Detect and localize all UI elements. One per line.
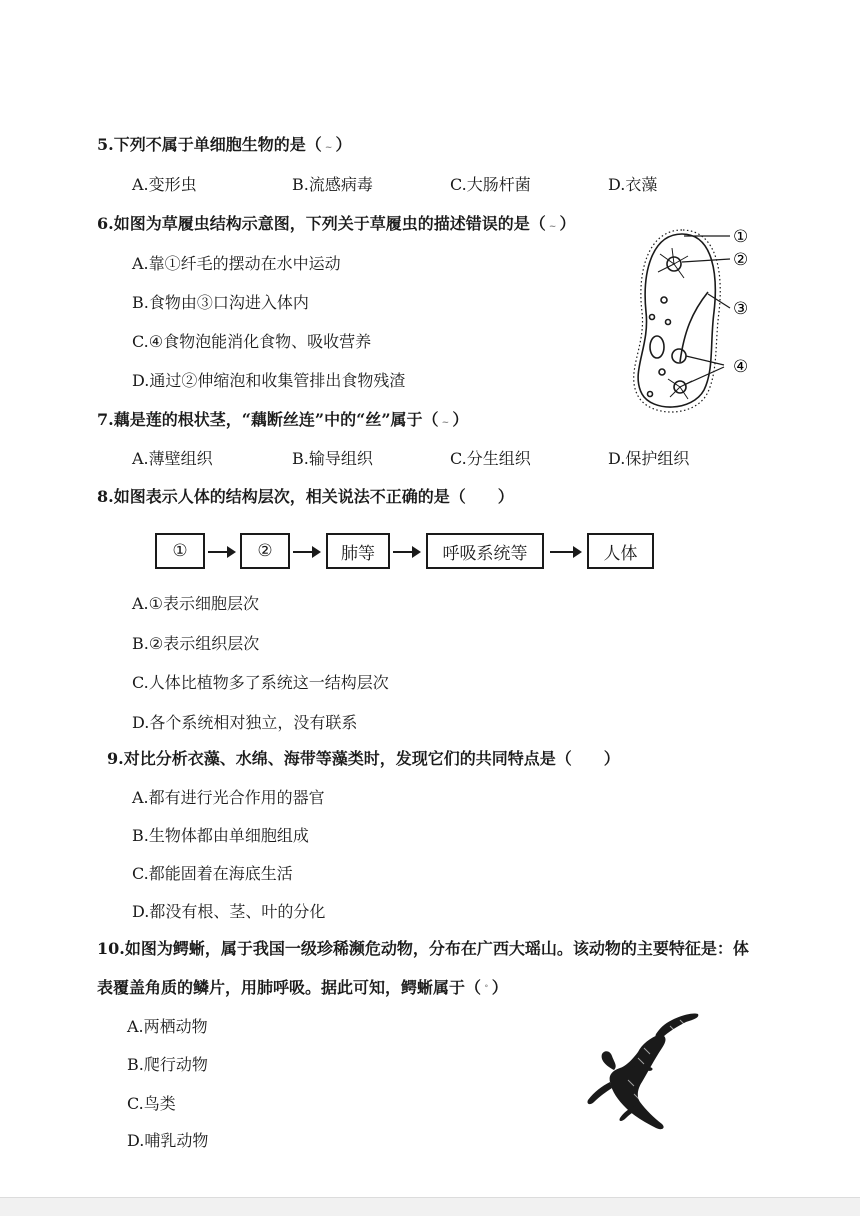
page-bottom-edge <box>0 1197 860 1216</box>
flow-arrow-3 <box>393 551 419 553</box>
q5-option-d: D.衣藻 <box>608 175 658 194</box>
answer-mark: ~ <box>545 222 560 232</box>
q8-stem: 8.如图表示人体的结构层次，相关说法不正确的是（ ） <box>97 487 514 506</box>
figure-label-2: ② <box>733 250 749 270</box>
q8-option-a: A.①表示细胞层次 <box>132 594 259 613</box>
flow-box-3: 肺等 <box>326 533 390 569</box>
flow-box-1: ① <box>155 533 205 569</box>
q10-stem-line2 <box>97 977 508 1002</box>
q7-stem <box>97 409 468 434</box>
q9-option-b: B.生物体都由单细胞组成 <box>132 826 309 845</box>
q5-stem-text: 5.下列不属于单细胞生物的是（ <box>97 135 322 154</box>
q8-option-b: B.②表示组织层次 <box>132 634 260 653</box>
q5-option-b: B.流感病毒 <box>292 175 373 194</box>
paramecium-figure <box>622 222 792 417</box>
q10-option-b: B.爬行动物 <box>127 1055 208 1074</box>
q8-option-c: C.人体比植物多了系统这一结构层次 <box>132 673 389 692</box>
q7-option-c: C.分生组织 <box>450 449 531 468</box>
q9-option-d: D.都没有根、茎、叶的分化 <box>132 902 326 921</box>
flow-arrow-2 <box>293 551 319 553</box>
figure-label-1: ① <box>733 227 749 247</box>
q7-option-b: B.输导组织 <box>292 449 373 468</box>
flow-box-5: 人体 <box>587 533 654 569</box>
q6-stem-end: ） <box>559 214 576 233</box>
q8-option-d: D.各个系统相对独立，没有联系 <box>132 713 358 732</box>
q6-option-b: B.食物由③口沟进入体内 <box>132 293 309 312</box>
answer-mark: ~ <box>321 143 336 153</box>
flow-arrow-1 <box>208 551 234 553</box>
q10-option-c: C.鸟类 <box>127 1094 176 1113</box>
nucleus <box>650 336 664 358</box>
q5-option-c: C.大肠杆菌 <box>450 175 531 194</box>
answer-mark: ~ <box>438 418 453 428</box>
q9-option-c: C.都能固着在海底生活 <box>132 864 293 883</box>
q7-option-d: D.保护组织 <box>608 449 690 468</box>
figure-label-4: ④ <box>733 357 749 377</box>
q5-stem <box>97 134 352 159</box>
q10-stem-text: 表覆盖角质的鳞片，用肺呼吸。据此可知，鳄蜥属于（ <box>97 978 482 997</box>
q10-stem-line1: 10.如图为鳄蜥，属于我国一级珍稀濒危动物，分布在广西大瑶山。该动物的主要特征是：体 <box>97 939 749 958</box>
flow-box-2: ② <box>240 533 290 569</box>
q10-stem-end: ） <box>491 978 508 997</box>
q6-stem <box>97 213 576 238</box>
crocodile-lizard-image <box>580 1008 710 1136</box>
q6-stem-text: 6.如图为草履虫结构示意图，下列关于草履虫的描述错误的是（ <box>97 214 546 233</box>
q5-option-a: A.变形虫 <box>132 175 197 194</box>
q6-option-a: A.靠①纤毛的摆动在水中运动 <box>132 254 341 273</box>
q6-option-c: C.④食物泡能消化食物、吸收营养 <box>132 332 372 351</box>
q7-stem-end: ） <box>452 410 469 429</box>
q10-option-d: D.哺乳动物 <box>127 1131 209 1150</box>
q7-option-a: A.薄壁组织 <box>132 449 213 468</box>
q9-option-a: A.都有进行光合作用的器官 <box>132 788 325 807</box>
q10-option-a: A.两栖动物 <box>127 1017 208 1036</box>
q5-stem-end: ） <box>335 135 352 154</box>
answer-mark: ˚ <box>481 986 492 996</box>
flow-box-4: 呼吸系统等 <box>426 533 544 569</box>
flow-arrow-4 <box>550 551 580 553</box>
figure-label-3: ③ <box>733 299 749 319</box>
q6-option-d: D.通过②伸缩泡和收集管排出食物残渣 <box>132 371 406 390</box>
q7-stem-text: 7.藕是莲的根状茎，“藕断丝连”中的“丝”属于（ <box>97 410 439 429</box>
food-vacuole <box>672 349 686 363</box>
q9-stem: 9.对比分析衣藻、水绵、海带等藻类时，发现它们的共同特点是（ ） <box>107 749 620 768</box>
